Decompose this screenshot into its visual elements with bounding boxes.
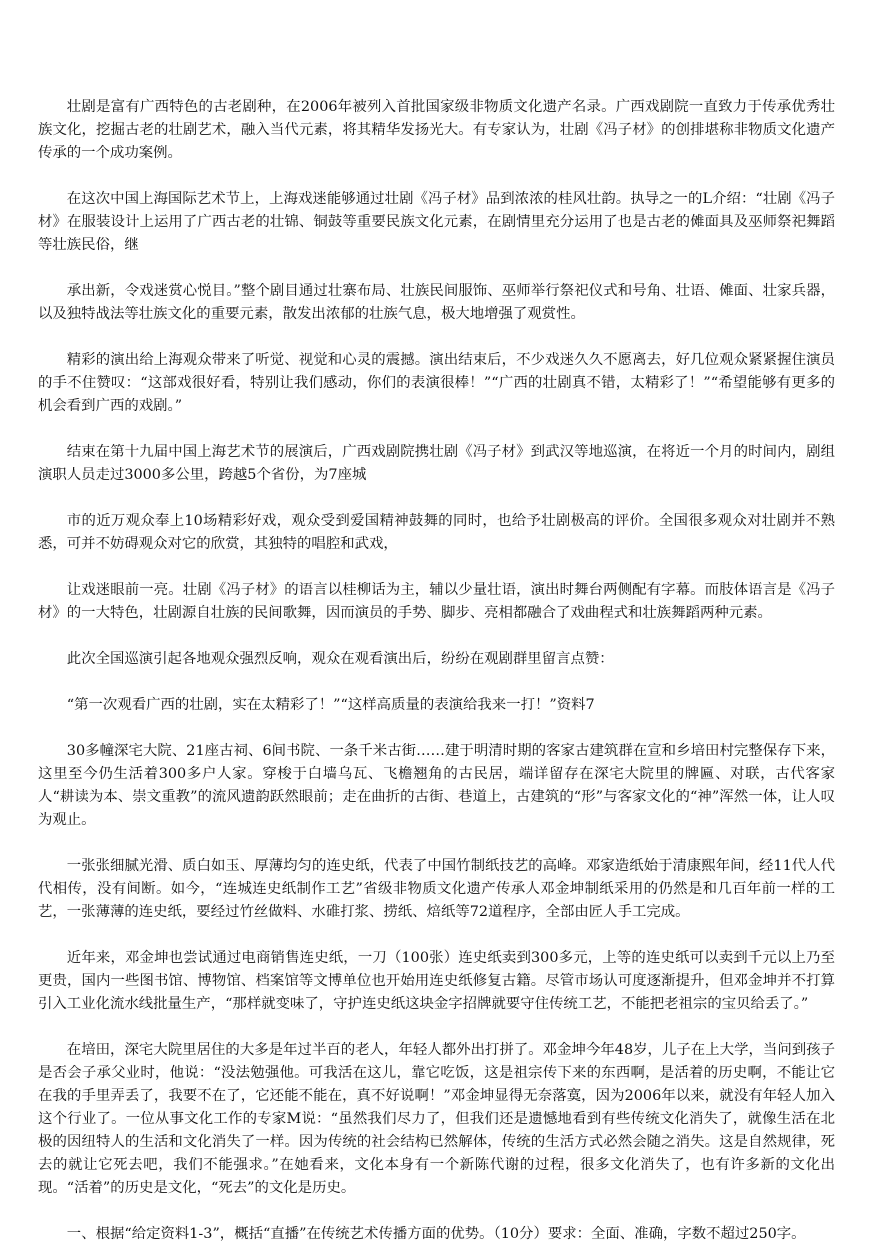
paragraph: 近年来，邓金坤也尝试通过电商销售连史纸，一刀（100张）连史纸卖到300多元，上等的连史纸可以卖到千元以上乃至更贵，国内一些图书馆、博物馆、档案馆等文博单位也开始用连史纸修复古籍。尽管市场认可度逐渐提升，但邓金坤并不打算引入工业化流水线批量生产，“那样就变味了，守护连史纸这块金字招牌就要守住传统工艺，不能把老祖宗的宝贝给丢了。” <box>38 950 835 1012</box>
paragraph: 精彩的演出给上海观众带来了听觉、视觉和心灵的震撼。演出结束后，不少戏迷久久不愿离去，好几位观众紧紧握住演员的手不住赞叹：“这部戏很好看，特别让我们感动，你们的表演很棒！”“广西的壮剧真不错，太精彩了！”“希望能够有更多的机会看到广西的戏剧。” <box>38 352 835 414</box>
paragraph: 承出新，令戏迷赏心悦目。”整个剧目通过壮寨布局、壮族民间服饰、巫师举行祭祀仪式和号角、壮语、傩面、壮家兵器，以及独特战法等壮族文化的重要元素，散发出浓郁的壮族气息，极大地增强了观赏性。 <box>38 283 835 322</box>
paragraph: 30多幢深宅大院、21座古祠、6间书院、一条千米古街……建于明清时期的客家古建筑群在宣和乡培田村完整保存下来，这里至今仍生活着300多户人家。穿梭于白墙乌瓦、飞檐翘角的古民居，端详留存在深宅大院里的牌匾、对联，古代客家人“耕读为本、崇文重教”的流风遗韵跃然眼前；走在曲折的古街、巷道上，古建筑的“形”与客家文化的“神”浑然一体，让人叹为观止。 <box>38 743 835 828</box>
question-paragraph: 一、根据“给定资料1-3”，概括“直播”在传统艺术传播方面的优势。（10分）要求：全面、准确，字数不超过250字。 <box>66 1226 806 1242</box>
paragraph: 在培田，深宅大院里居住的大多是年过半百的老人，年轻人都外出打拼了。邓金坤今年48岁，儿子在上大学，当问到孩子是否会子承父业时，他说：“没法勉强他。可我活在这儿，靠它吃饭，这是祖宗传下来的东西啊，是活着的历史啊，不能让它在我的手里弄丢了，我要不在了，它还能不能在，真不好说啊！”邓金坤显得无奈落寞，因为2006年以来，就没有年轻人加入这个行业了。一位从事文化工作的专家M说：“虽然我们尽力了，但我们还是遗憾地看到有些传统文化消失了，就像生活在北极的因纽特人的生活和文化消失了一样。因为传统的社会结构已然解体，传统的生活方式必然会随之消失。这是自然规律，死去的就让它死去吧，我们不能强求。”在她看来，文化本身有一个新陈代谢的过程，很多文化消失了，也有许多新的文化出现。“活着”的历史是文化，“死去”的文化是历史。 <box>38 1042 835 1196</box>
paragraph: 此次全国巡演引起各地观众强烈反响，观众在观看演出后，纷纷在观剧群里留言点赞： <box>66 651 614 667</box>
paragraph: 壮剧是富有广西特色的古老剧种，在2006年被列入首批国家级非物质文化遗产名录。广西戏剧院一直致力于传承优秀壮族文化，挖掘古老的壮剧艺术，融入当代元素，将其精华发扬光大。有专家认为，壮剧《冯子材》的创排堪称非物质文化遗产传承的一个成功案例。 <box>38 99 835 161</box>
paragraph: 市的近万观众奉上10场精彩好戏，观众受到爱国精神鼓舞的同时，也给予壮剧极高的评价。全国很多观众对壮剧并不熟悉，可并不妨碍观众对它的欣赏，其独特的唱腔和武戏， <box>38 513 835 552</box>
paragraph: 让戏迷眼前一亮。壮剧《冯子材》的语言以桂柳话为主，辅以少量壮语，演出时舞台两侧配有字幕。而肢体语言是《冯子材》的一大特色，壮剧源自壮族的民间歌舞，因而演员的手势、脚步、亮相都融合了戏曲程式和壮族舞蹈两种元素。 <box>38 582 835 621</box>
paragraph: 在这次中国上海国际艺术节上，上海戏迷能够通过壮剧《冯子材》品到浓浓的桂风壮韵。执导之一的L介绍：“壮剧《冯子材》在服装设计上运用了广西古老的壮锦、铜鼓等重要民族文化元素，在剧情里充分运用了也是古老的傩面具及巫师祭祀舞蹈等壮族民俗，继 <box>38 191 835 253</box>
paragraph: 结束在第十九届中国上海艺术节的展演后，广西戏剧院携壮剧《冯子材》到武汉等地巡演，在将近一个月的时间内，剧组演职人员走过3000多公里，跨越5个省份，为7座城 <box>38 444 835 483</box>
paragraph: “第一次观看广西的壮剧，实在太精彩了！”“这样高质量的表演给我来一打！”资料7 <box>66 697 595 713</box>
document-page <box>38 96 835 1246</box>
paragraph: 一张张细腻光滑、质白如玉、厚薄均匀的连史纸，代表了中国竹制纸技艺的高峰。邓家造纸始于清康熙年间，经11代人代代相传，没有间断。如今，“连城连史纸制作工艺”省级非物质文化遗产传承人邓金坤制纸采用的仍然是和几百年前一样的工艺，一张薄薄的连史纸，要经过竹丝做料、水碓打浆、捞纸、焙纸等72道程序，全部由匠人手工完成。 <box>38 858 835 920</box>
